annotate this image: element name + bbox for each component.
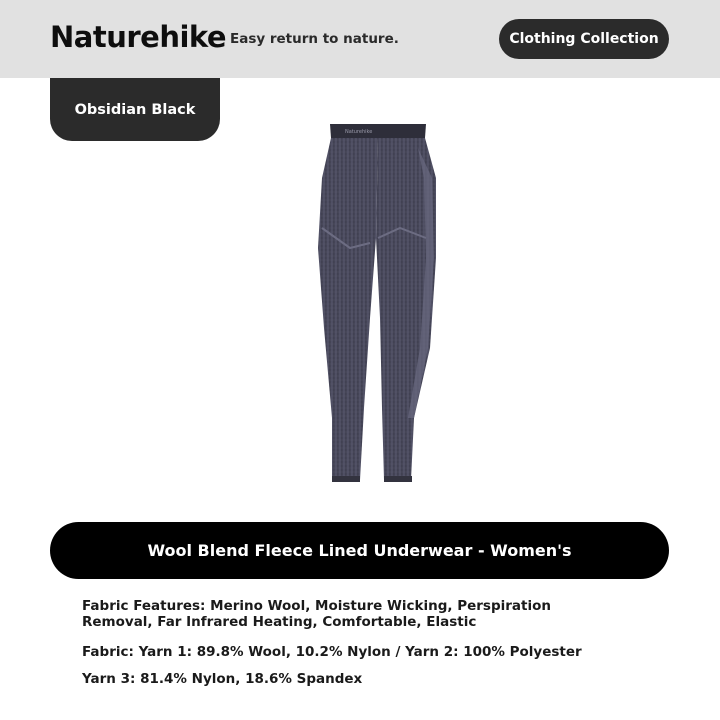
waistband-logo: Naturehike [345,129,373,135]
brand-logo[interactable]: Naturehike [50,20,227,54]
brand-tagline: Easy return to nature. [230,31,399,47]
clothing-collection-button[interactable]: Clothing Collection [499,19,669,59]
fabric-composition-text: Fabric: Yarn 1: 89.8% Wool, 10.2% Nylon / Yarn 2: 100% Polyester [82,644,582,660]
yarn3-composition-text: Yarn 3: 81.4% Nylon, 18.6% Spandex [82,671,363,687]
product-image [290,118,460,498]
header-bar [0,0,720,78]
color-variant-tab[interactable]: Obsidian Black [50,78,220,141]
fabric-features-text: Fabric Features: Merino Wool, Moisture Wicking, Perspiration Removal, Far Infrared Heating, Comfortable, Elastic [82,598,551,630]
product-title: Wool Blend Fleece Lined Underwear - Women's [50,522,669,579]
